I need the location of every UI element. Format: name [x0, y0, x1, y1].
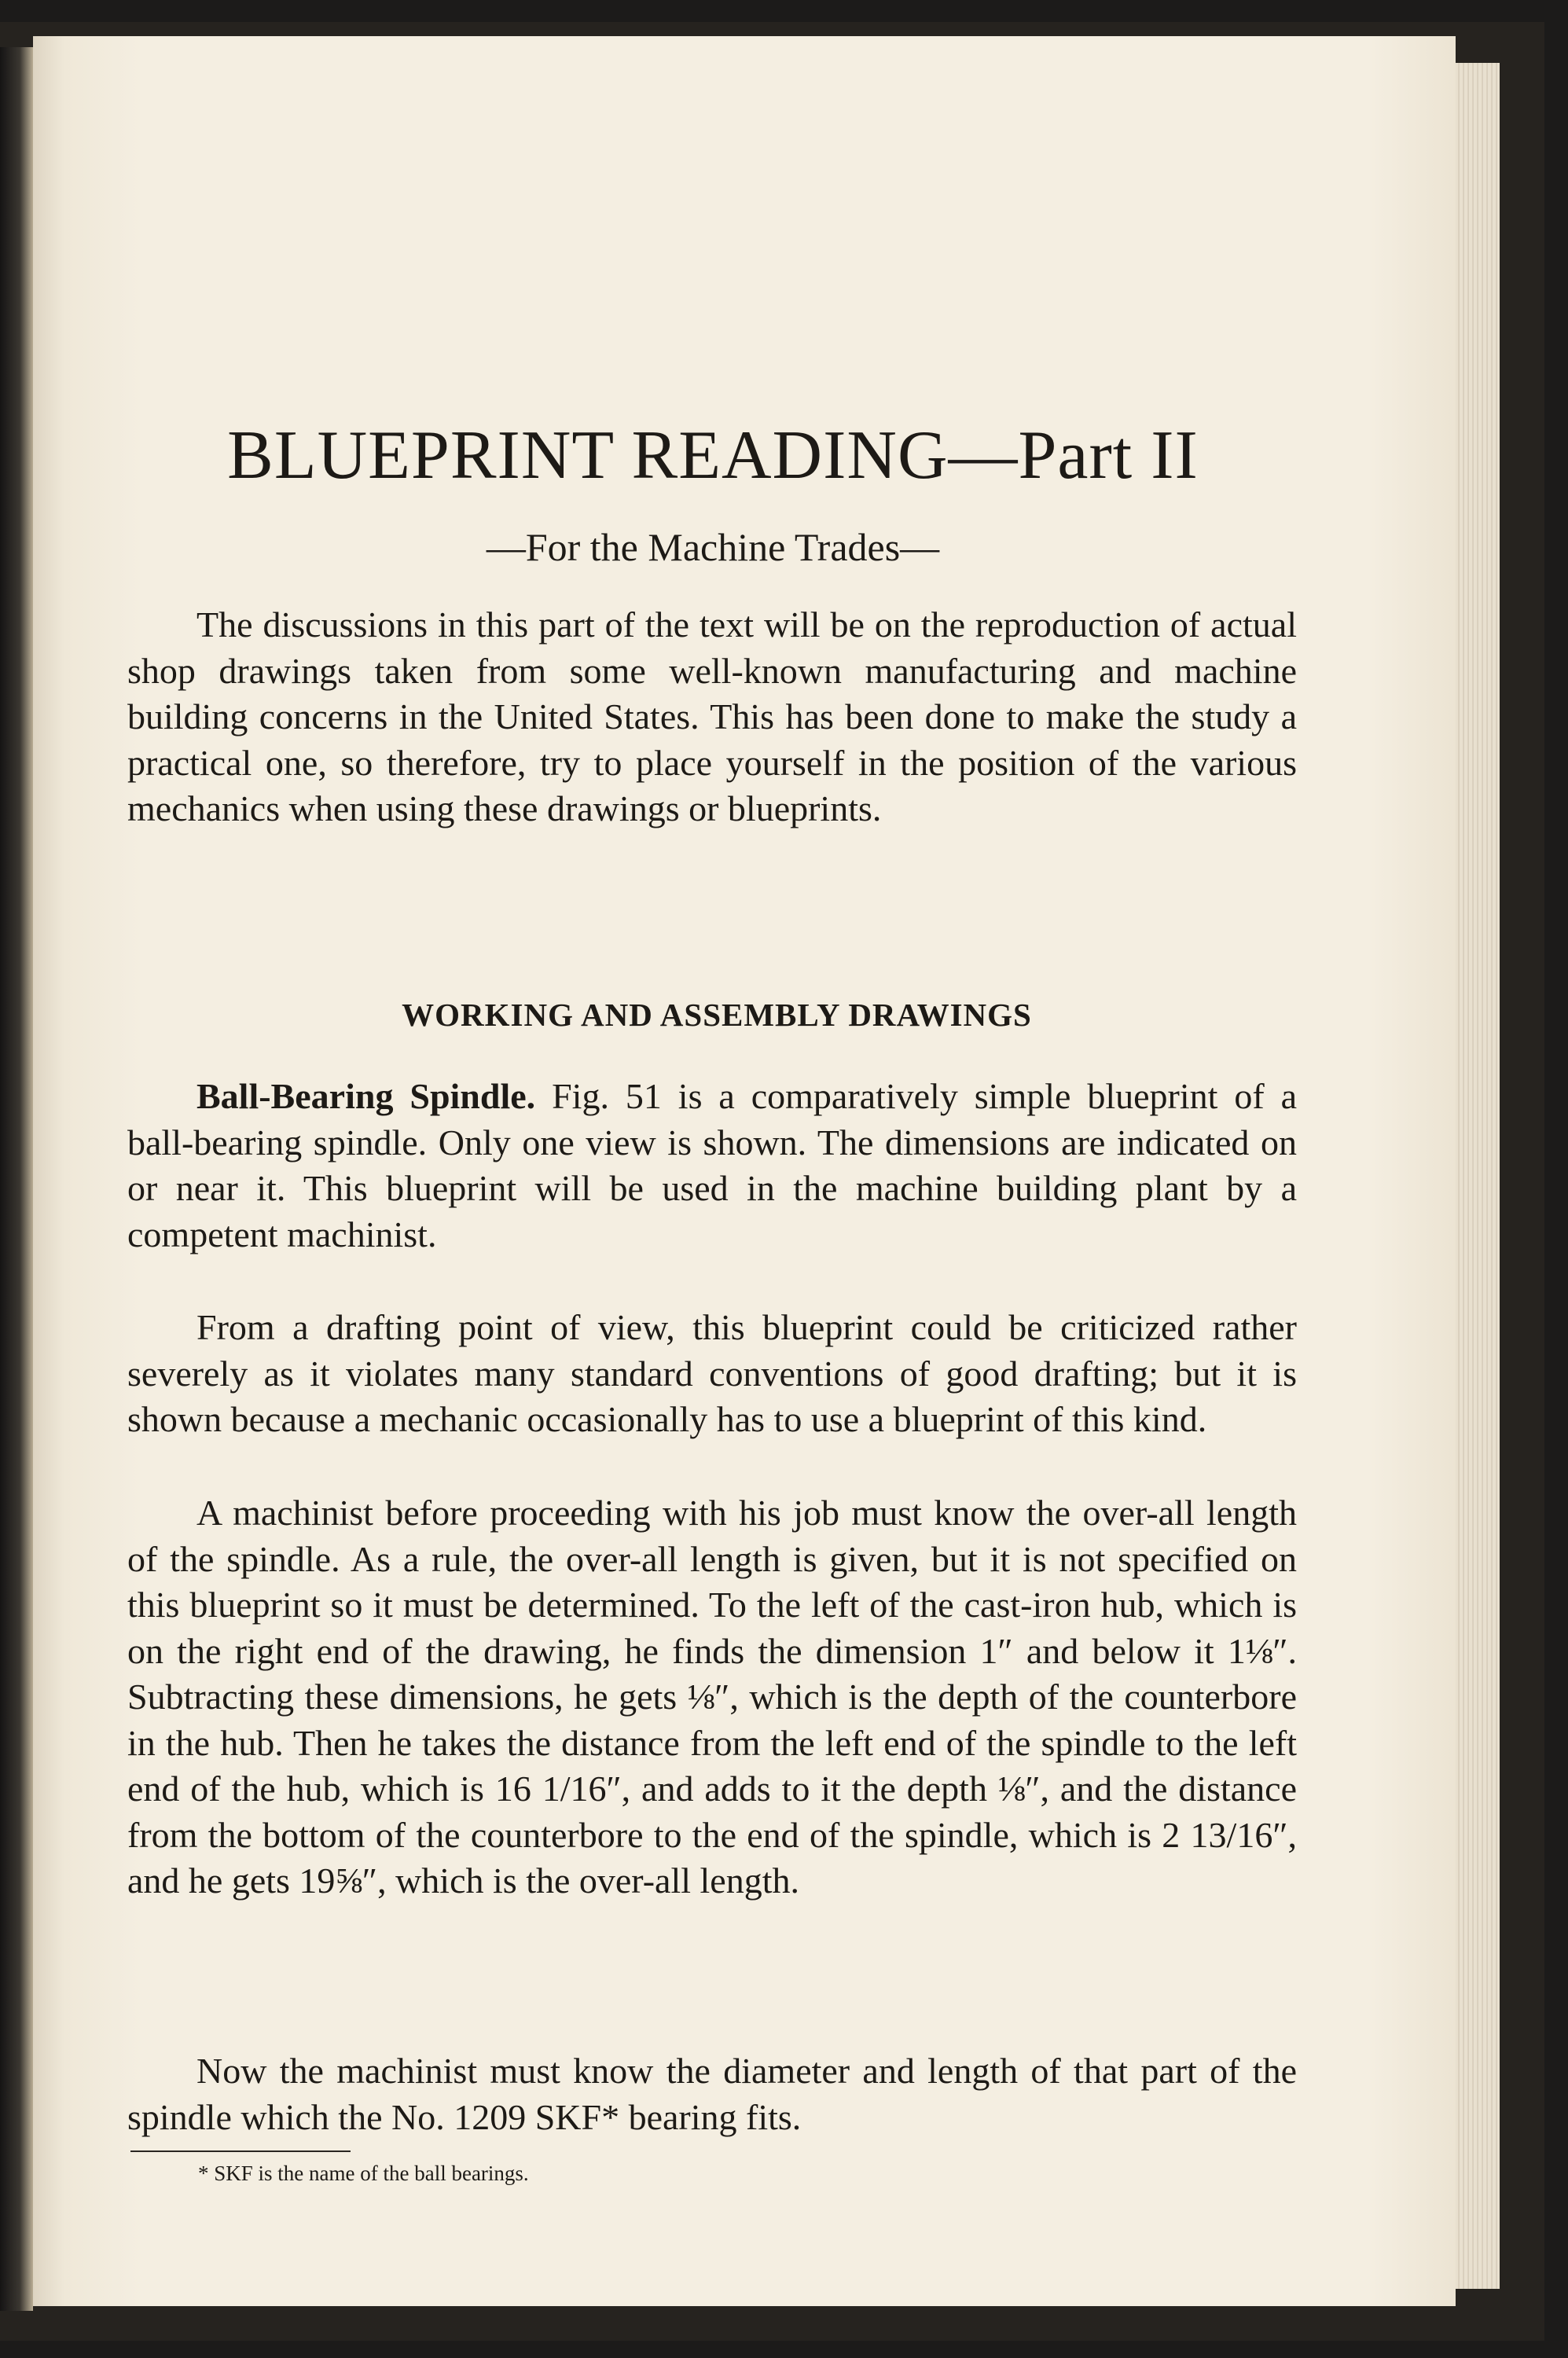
- page-edges: [1456, 63, 1500, 2289]
- page-subtitle: —For the Machine Trades—: [486, 525, 940, 569]
- section-heading: WORKING AND ASSEMBLY DRAWINGS: [402, 997, 1032, 1033]
- facing-page-edge: [0, 47, 33, 2311]
- runin-heading: Ball-Bearing Spindle.: [196, 1076, 536, 1116]
- footnote-rule: [130, 2150, 351, 2152]
- paragraph-overall-length: A machinist before proceeding with his job must know the over-all length of the spindle. As a rule, the over-all length is given, but it is not specified on this blueprint so it must be determined. To the left of the cast-iron hub, which is on the right end of the drawing, he finds the dimension 1″ and below it 1⅛″. Subtracting these dimensions, he gets ⅛″, which is the depth of the counterbore in the hub. Then he takes the distance from the left end of the spindle to the left end of the hub, which is 16 1/16″, and adds to it the depth ⅛″, and the distance from the bottom of the counterbore to the end of the spindle, which is 2 13/16″, and he gets 19⅝″, which is the over-all length.: [127, 1493, 1297, 1901]
- intro-paragraph: The discussions in this part of the text will be on the reproduction of actual shop drawings taken from some well-known manufacturing and machine building concerns in the United States. This has been done to make the study a practical one, so therefore, try to place yourself in the position of the various mechanics when using these drawings or blueprints.: [127, 604, 1297, 828]
- footnote: * SKF is the name of the ball bearings.: [198, 2162, 529, 2185]
- paragraph-ball-bearing-spindle: [127, 1074, 1297, 1258]
- page-title: BLUEPRINT READING—Part II: [227, 417, 1199, 494]
- paragraph-drafting: From a drafting point of view, this blueprint could be criticized rather severely as it violates many standard conventions of good drafting; but it is shown because a mechanic occasionally has to use a blueprint of this kind.: [127, 1307, 1297, 1439]
- book-page: [33, 36, 1456, 2306]
- paragraph-diameter: Now the machinist must know the diameter and length of that part of the spindle which the No. 1209 SKF* bearing fits.: [127, 2051, 1297, 2137]
- paragraph-text: Fig. 51 is a comparatively simple blueprint of a ball-bearing spindle. Only one view is shown. The dimensions are indicated on or near it. This blueprint will be used in the machine building plant by a competent machinist.: [127, 1076, 1297, 1254]
